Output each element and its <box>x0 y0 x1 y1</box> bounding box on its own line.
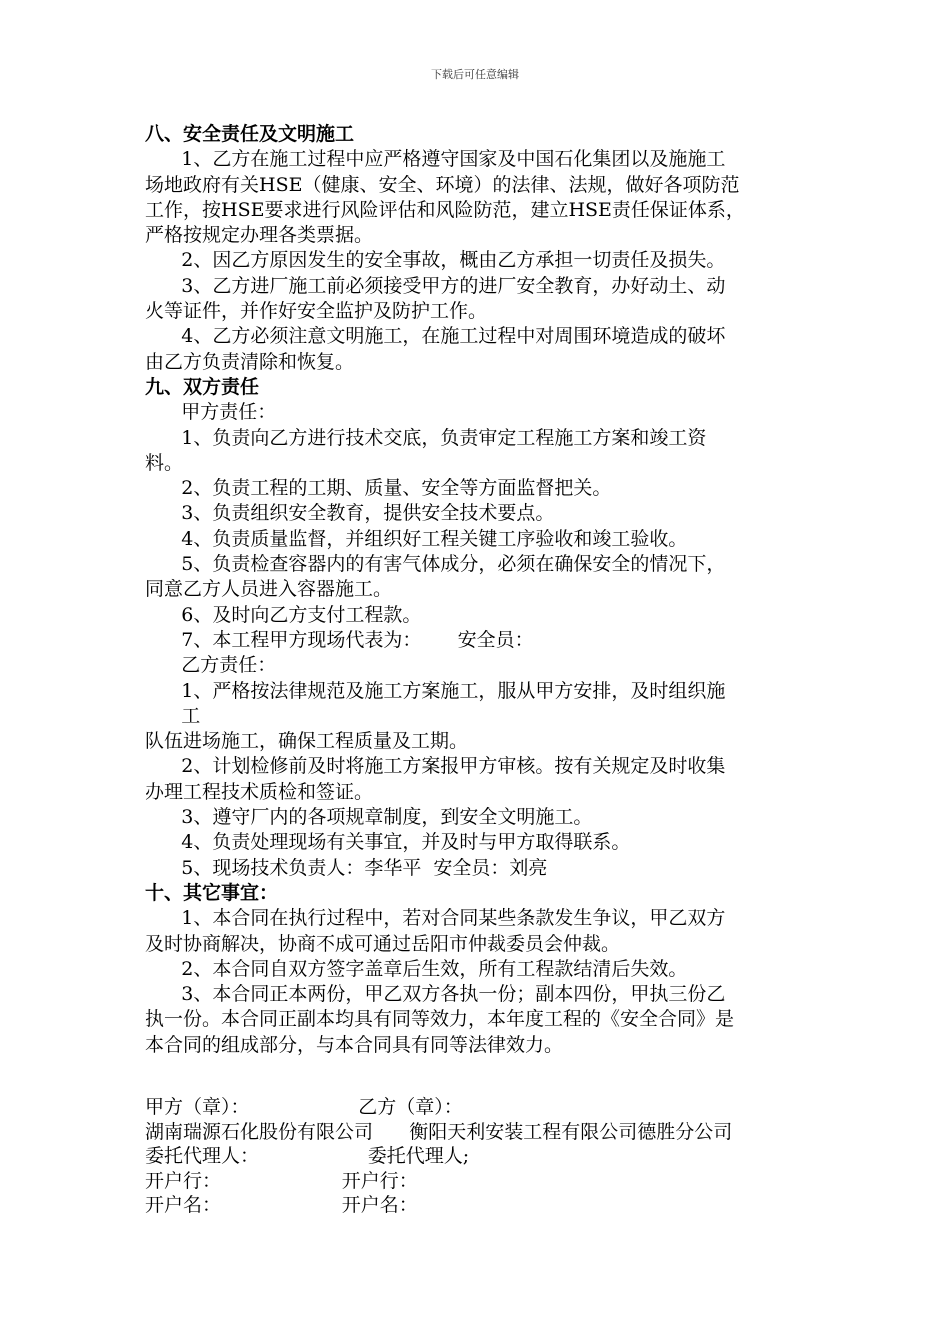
body-line: 4、负责处理现场有关事宜，并及时与甲方取得联系。 <box>145 831 631 854</box>
page-header: 下载后可任意编辑 <box>431 68 519 81</box>
body-line: 7、本工程甲方现场代表为： 安全员： <box>145 628 534 651</box>
body-line: 3、负责组织安全教育，提供安全技术要点。 <box>145 502 555 525</box>
body-line: 1、本合同在执行过程中，若对合同某些条款发生争议，甲乙双方 <box>145 907 726 930</box>
body-line: 2、计划检修前及时将施工方案报甲方审核。按有关规定及时收集 <box>145 755 726 778</box>
body-line: 4、乙方必须注意文明施工，在施工过程中对周围环境造成的破坏 <box>145 325 726 348</box>
section-heading: 八、安全责任及文明施工 <box>145 123 355 145</box>
signature-line: 开户行： 开户行： <box>145 1169 418 1192</box>
body-line: 本合同的组成部分，与本合同具有同等法律效力。 <box>145 1033 564 1056</box>
body-line: 火等证件，并作好安全监护及防护工作。 <box>145 300 488 323</box>
body-line: 2、本合同自双方签字盖章后生效，所有工程款结清后失效。 <box>145 957 688 980</box>
body-line: 由乙方负责清除和恢复。 <box>145 350 355 373</box>
body-line: 办理工程技术质检和签证。 <box>145 780 374 803</box>
body-line: 3、遵守厂内的各项规章制度，到安全文明施工。 <box>145 806 593 829</box>
signature-line: 湖南瑞源石化股份有限公司 衡阳天利安装工程有限公司德胜分公司 <box>145 1120 733 1143</box>
signature-line: 甲方（章）： 乙方（章）： <box>145 1096 463 1118</box>
body-line: 执一份。本合同正副本均具有同等效力，本年度工程的《安全合同》是 <box>145 1008 735 1031</box>
body-line: 3、乙方进厂施工前必须接受甲方的进厂安全教育，办好动土、动 <box>145 274 726 297</box>
body-line: 及时协商解决，协商不成可通过岳阳市仲裁委员会仲裁。 <box>145 932 621 955</box>
signature-block <box>145 1095 860 1218</box>
body-line: 同意乙方人员进入容器施工。 <box>145 578 393 601</box>
signature-line: 委托代理人： 委托代理人; <box>145 1145 470 1167</box>
body-line: 5、现场技术负责人：李华平 安全员：刘亮 <box>145 856 548 879</box>
body-line: 工 <box>145 704 201 727</box>
section-heading: 九、双方责任 <box>145 375 260 398</box>
body-line: 6、及时向乙方支付工程款。 <box>145 603 422 626</box>
section-heading: 十、其它事宜： <box>145 881 279 904</box>
body-line: 工作，按HSE要求进行风险评估和风险防范，建立HSE责任保证体系， <box>145 198 745 221</box>
body-line: 3、本合同正本两份，甲乙双方各执一份；副本四份，甲执三份乙 <box>145 983 726 1006</box>
body-line: 料。 <box>145 451 184 474</box>
body-line: 5、负责检查容器内的有害气体成分，必须在确保安全的情况下， <box>145 553 726 576</box>
signature-line: 开户名： 开户名： <box>145 1194 418 1216</box>
body-line: 4、负责质量监督，并组织好工程关键工序验收和竣工验收。 <box>145 527 688 550</box>
body-line: 2、因乙方原因发生的安全事故，概由乙方承担一切责任及损失。 <box>145 249 726 272</box>
contract-body <box>145 122 860 1058</box>
body-line: 严格按规定办理各类票据。 <box>145 224 374 247</box>
body-line: 1、负责向乙方进行技术交底，负责审定工程施工方案和竣工资 <box>145 426 707 449</box>
body-line: 乙方责任： <box>145 654 277 677</box>
body-line: 队伍进场施工，确保工程质量及工期。 <box>145 730 469 753</box>
body-line: 甲方责任： <box>145 401 277 424</box>
body-line: 2、负责工程的工期、质量、安全等方面监督把关。 <box>145 477 612 500</box>
body-line: 1、严格按法律规范及施工方案施工，服从甲方安排，及时组织施 <box>145 679 726 702</box>
body-line: 场地政府有关HSE（健康、安全、环境）的法律、法规，做好各项防范 <box>145 173 740 196</box>
body-line: 1、乙方在施工过程中应严格遵守国家及中国石化集团以及施施工 <box>145 148 726 171</box>
